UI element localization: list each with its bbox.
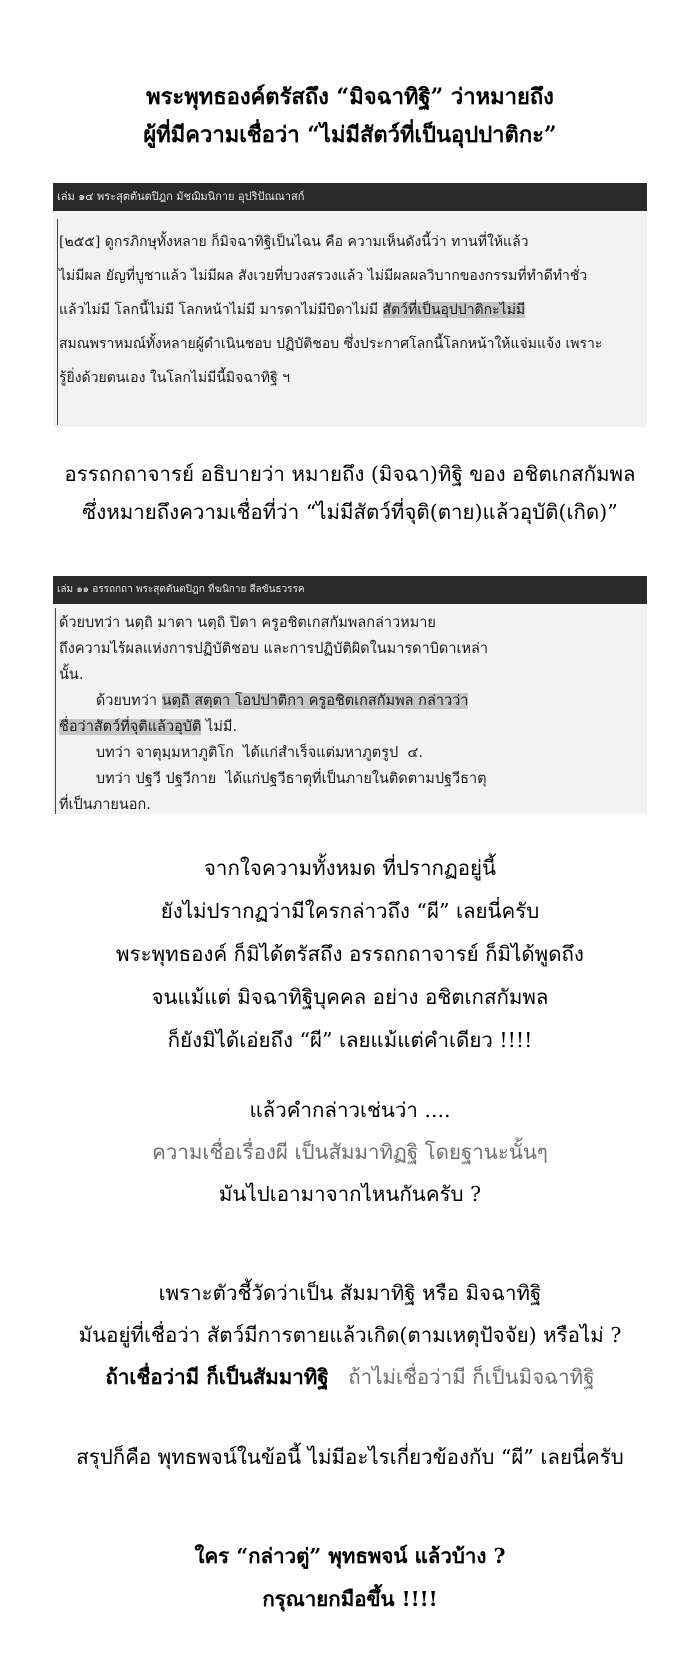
para1-line: พระพุทธองค์ ก็มิได้ตรัสถึง อรรถกถาจารย์ ก็มิได้พูดถึง [116,942,584,966]
excerpt-1-line: ไม่มีผล ยัญที่บูชาแล้ว ไม่มีผล สังเวยที่บวงสรวงแล้ว ไม่มีผลผลวิบากของกรรมที่ทำดีทำชั่ว [59,268,588,284]
question-line: กรุณายกมือขึ้น !!!! [262,1587,438,1611]
excerpt-1-line: [๒๕๕] ดูกรภิกษุทั้งหลาย ก็มิจฉาทิฐิเป็นไฉน คือ ความเห็นดังนี้ว่า ทานที่ให้แล้ว [59,234,529,250]
summary-line: สรุปก็คือ พุทธพจน์ในข้อนี้ ไม่มีอะไรเกี่ยวข้องกับ “ผี” เลยนี่ครับ [76,1445,624,1469]
excerpt-2-highlight: ชื่อว่าสัตว์ที่จุติแล้วอุบัติ [59,719,202,735]
title-line-1: พระพุทธองค์ตรัสถึง “มิจฉาทิฐิ” ว่าหมายถึง [146,84,554,110]
scripture-excerpt-2-header: เล่ม ๑๑ อรรถกถา พระสุตตันตปิฎก ทีฆนิกาย สีลขันธวรรค [53,576,647,604]
para3-line: เพราะตัวชี้วัดว่าเป็น สัมมาทิฐิ หรือ มิจฉาทิฐิ [158,1281,542,1305]
paragraph-3 [0,1272,700,1398]
explain-line-1: อรรถกถาจารย์ อธิบายว่า หมายถึง (มิจฉา)ทิฐิ ของ อชิตเกสกัมพล [64,462,636,486]
excerpt-2-line: ด้วยบทว่า นตฺถิ มาตา นตฺถิ ปิตา ครูอชิตเกสกัมพลกล่าวหมาย [59,615,436,631]
excerpt-1-line: รู้ยิ่งด้วยตนเอง ในโลกไม่มีนี้มิจฉาทิฐิ ฯ [59,370,290,386]
para2-quoted-claim: ความเชื่อเรื่องผี เป็นสัมมาทิฏฐิ โดยฐานะนั้นๆ [152,1140,548,1164]
margin-rule [55,608,56,814]
para1-line: ยังไม่ปรากฏว่ามีใครกล่าวถึง “ผี” เลยนี่ครับ [160,899,540,923]
para3-right-view: ถ้าเชื่อว่ามี ก็เป็นสัมมาทิฐิ [105,1365,329,1389]
excerpt-2-line: ถึงความไร้ผลแห่งการปฏิบัติชอบ และการปฏิบัติผิดในมารดาบิดาเหล่า [59,641,489,657]
title-line-2: ผู้ที่มีความเชื่อว่า “ไม่มีสัตว์ที่เป็นอุปปาติกะ” [143,122,557,148]
excerpt-1-line-highlight-row [59,293,641,327]
para3-line-3 [0,1356,700,1398]
summary [0,1437,700,1477]
para1-line: จากใจความทั้งหมด ที่ปรากฏอยู่นี้ [203,856,497,880]
excerpt-2-line: บทว่า ปฐวี ปฐวีกาย ได้แก่ปฐวีธาตุที่เป็นภายในติดตามปฐวีธาตุ [59,771,487,787]
commentary-explanation [0,455,700,531]
scripture-excerpt-1-header: เล่ม ๑๔ พระสุตตันตปิฎก มัชฌิมนิกาย อุปริปัณณาสก์ [53,183,647,211]
scripture-excerpt-2 [53,576,647,814]
paragraph-1 [0,847,700,1062]
explain-line-2: ซึ่งหมายถึงความเชื่อที่ว่า “ไม่มีสัตว์ที่จุติ(ตาย)แล้วอุบัติ(เกิด)” [82,500,618,524]
excerpt-2-line: นั้น. [59,667,84,683]
paragraph-2 [0,1089,700,1215]
excerpt-1-line: แล้วไม่มี โลกนี้ไม่มี โลกหน้าไม่มี มารดาไม่มีบิดาไม่มี [59,302,379,318]
excerpt-2-line-highlight-row [59,688,641,714]
margin-rule [57,219,58,425]
excerpt-2-highlight: นตฺถิ สตฺตา โอปปาติกา ครูอชิตเกสกัมพล กล่าวว่า [161,693,469,709]
scripture-excerpt-2-body [53,604,647,814]
excerpt-2-line: ที่เป็นภายนอก. [59,797,151,813]
excerpt-2-suffix: ไม่มี. [201,719,238,735]
title [0,78,700,154]
para1-line: ก็ยังมิได้เอ่ยถึง “ผี” เลยแม้แต่คำเดียว !!!! [167,1028,533,1052]
para2-line: มันไปเอามาจากไหนกันครับ ? [218,1182,482,1206]
para2-line: แล้วคำกล่าวเช่นว่า .... [249,1098,451,1122]
excerpt-2-line-highlight-row [59,714,641,740]
excerpt-1-line: สมณพราหมณ์ทั้งหลายผู้ดำเนินชอบ ปฏิบัติชอบ ซึ่งประกาศโลกนี้โลกหน้าให้แจ่มแจ้ง เพราะ [59,336,603,352]
excerpt-2-prefix: ด้วยบทว่า [59,693,162,709]
para1-line: จนแม้แต่ มิจฉาทิฐิบุคคล อย่าง อชิตเกสกัมพล [151,985,549,1009]
para3-wrong-view: ถ้าไม่เชื่อว่ามี ก็เป็นมิจฉาทิฐิ [348,1365,595,1389]
scripture-excerpt-1-body [53,211,647,425]
para3-line: มันอยู่ที่เชื่อว่า สัตว์มีการตายแล้วเกิด(ตามเหตุปัจจัย) หรือไม่ ? [78,1323,622,1347]
excerpt-1-highlight: สัตว์ที่เป็นอุปปาติกะไม่มี [382,302,526,318]
question-line: ใคร “กล่าวตู่” พุทธพจน์ แล้วบ้าง ? [194,1544,506,1568]
excerpt-2-line: บทว่า จาตุมฺมหาภูติโก ได้แก่สำเร็จแต่มหาภูตรูป ๔. [59,745,424,761]
closing-question [0,1535,700,1621]
scripture-excerpt-1 [53,183,647,427]
